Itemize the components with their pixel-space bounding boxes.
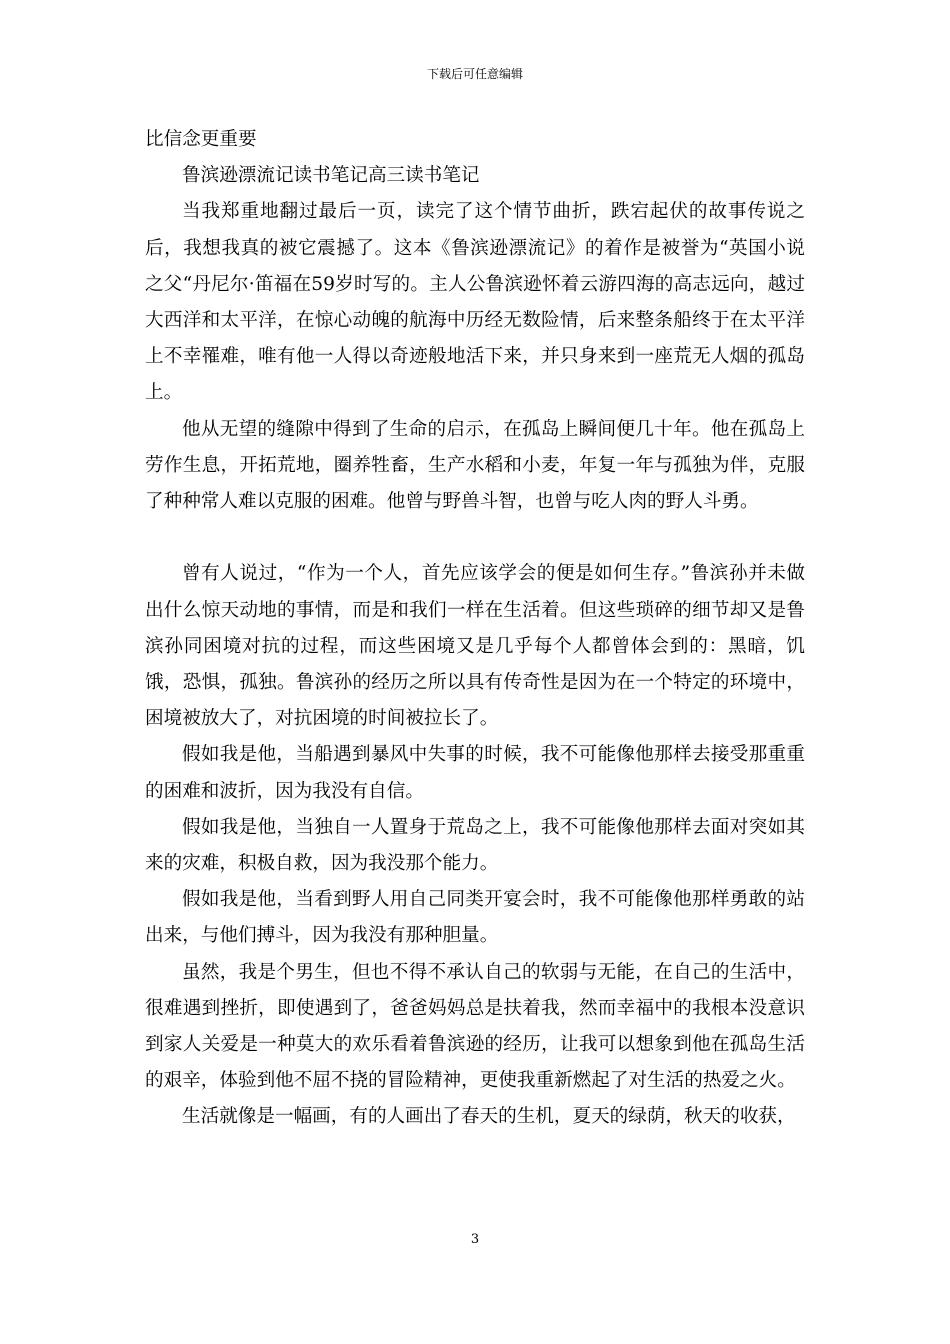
document-body	[145, 122, 805, 1136]
paragraph: 曾有人说过，“作为一个人，首先应该学会的便是如何生存。”鲁滨孙并未做出什么惊天动地的事情，而是和我们一样在生活着。但这些琐碎的细节却又是鲁滨孙同困境对抗的过程，而这些困境又是几乎每个人都曾体会到的：黑暗，饥饿，恐惧，孤独。鲁滨孙的经历之所以具有传奇性是因为在一个特定的环境中，困境被放大了，对抗困境的时间被拉长了。	[145, 563, 805, 730]
paragraph: 假如我是他，当独自一人置身于荒岛之上，我不可能像他那样去面对突如其来的灾难，积极自救，因为我没那个能力。	[145, 816, 805, 875]
paragraph: 虽然，我是个男生，但也不得不承认自己的软弱与无能，在自己的生活中，很难遇到挫折，即使遇到了，爸爸妈妈总是扶着我，然而幸福中的我根本没意识到家人关爱是一种莫大的欢乐看着鲁滨逊的经历，让我可以想象到他在孤岛生活的艰辛，体验到他不屈不挠的冒险精神，更使我重新燃起了对生活的热爱之火。	[145, 961, 805, 1092]
paragraph: 生活就像是一幅画，有的人画出了春天的生机，夏天的绿荫，秋天的收获，	[182, 1106, 796, 1128]
blank-line	[145, 520, 805, 556]
paragraph: 假如我是他，当看到野人用自己同类开宴会时，我不可能像他那样勇敢的站出来，与他们搏斗，因为我没有那种胆量。	[145, 889, 805, 947]
essay-title: 比信念更重要	[145, 129, 257, 150]
essay-subtitle: 鲁滨逊漂流记读书笔记高三读书笔记	[182, 165, 480, 187]
page-header: 下载后可任意编辑	[426, 67, 523, 81]
paragraph: 当我郑重地翻过最后一页，读完了这个情节曲折，跌宕起伏的故事传说之后，我想我真的被它震撼了。这本《鲁滨逊漂流记》的着作是被誉为“英国小说之父“丹尼尔·笛福在59岁时写的。主人公鲁滨逊怀着云游四海的高志远向，越过大西洋和太平洋，在惊心动魄的航海中历经无数险情，后来整条船终于在太平洋上不幸罹难，唯有他一人得以奇迹般地活下来，并只身来到一座荒无人烟的孤岛上。	[145, 201, 805, 404]
page-number: 3	[470, 1232, 480, 1247]
paragraph: 他从无望的缝隙中得到了生命的启示，在孤岛上瞬间便几十年。他在孤岛上劳作生息，开拓荒地，圈养牲畜，生产水稻和小麦，年复一年与孤独为伴，克服了种种常人难以克服的困难。他曾与野兽斗智，也曾与吃人肉的野人斗勇。	[145, 418, 805, 513]
paragraph: 假如我是他，当船遇到暴风中失事的时候，我不可能像他那样去接受那重重的困难和波折，因为我没有自信。	[145, 744, 805, 802]
